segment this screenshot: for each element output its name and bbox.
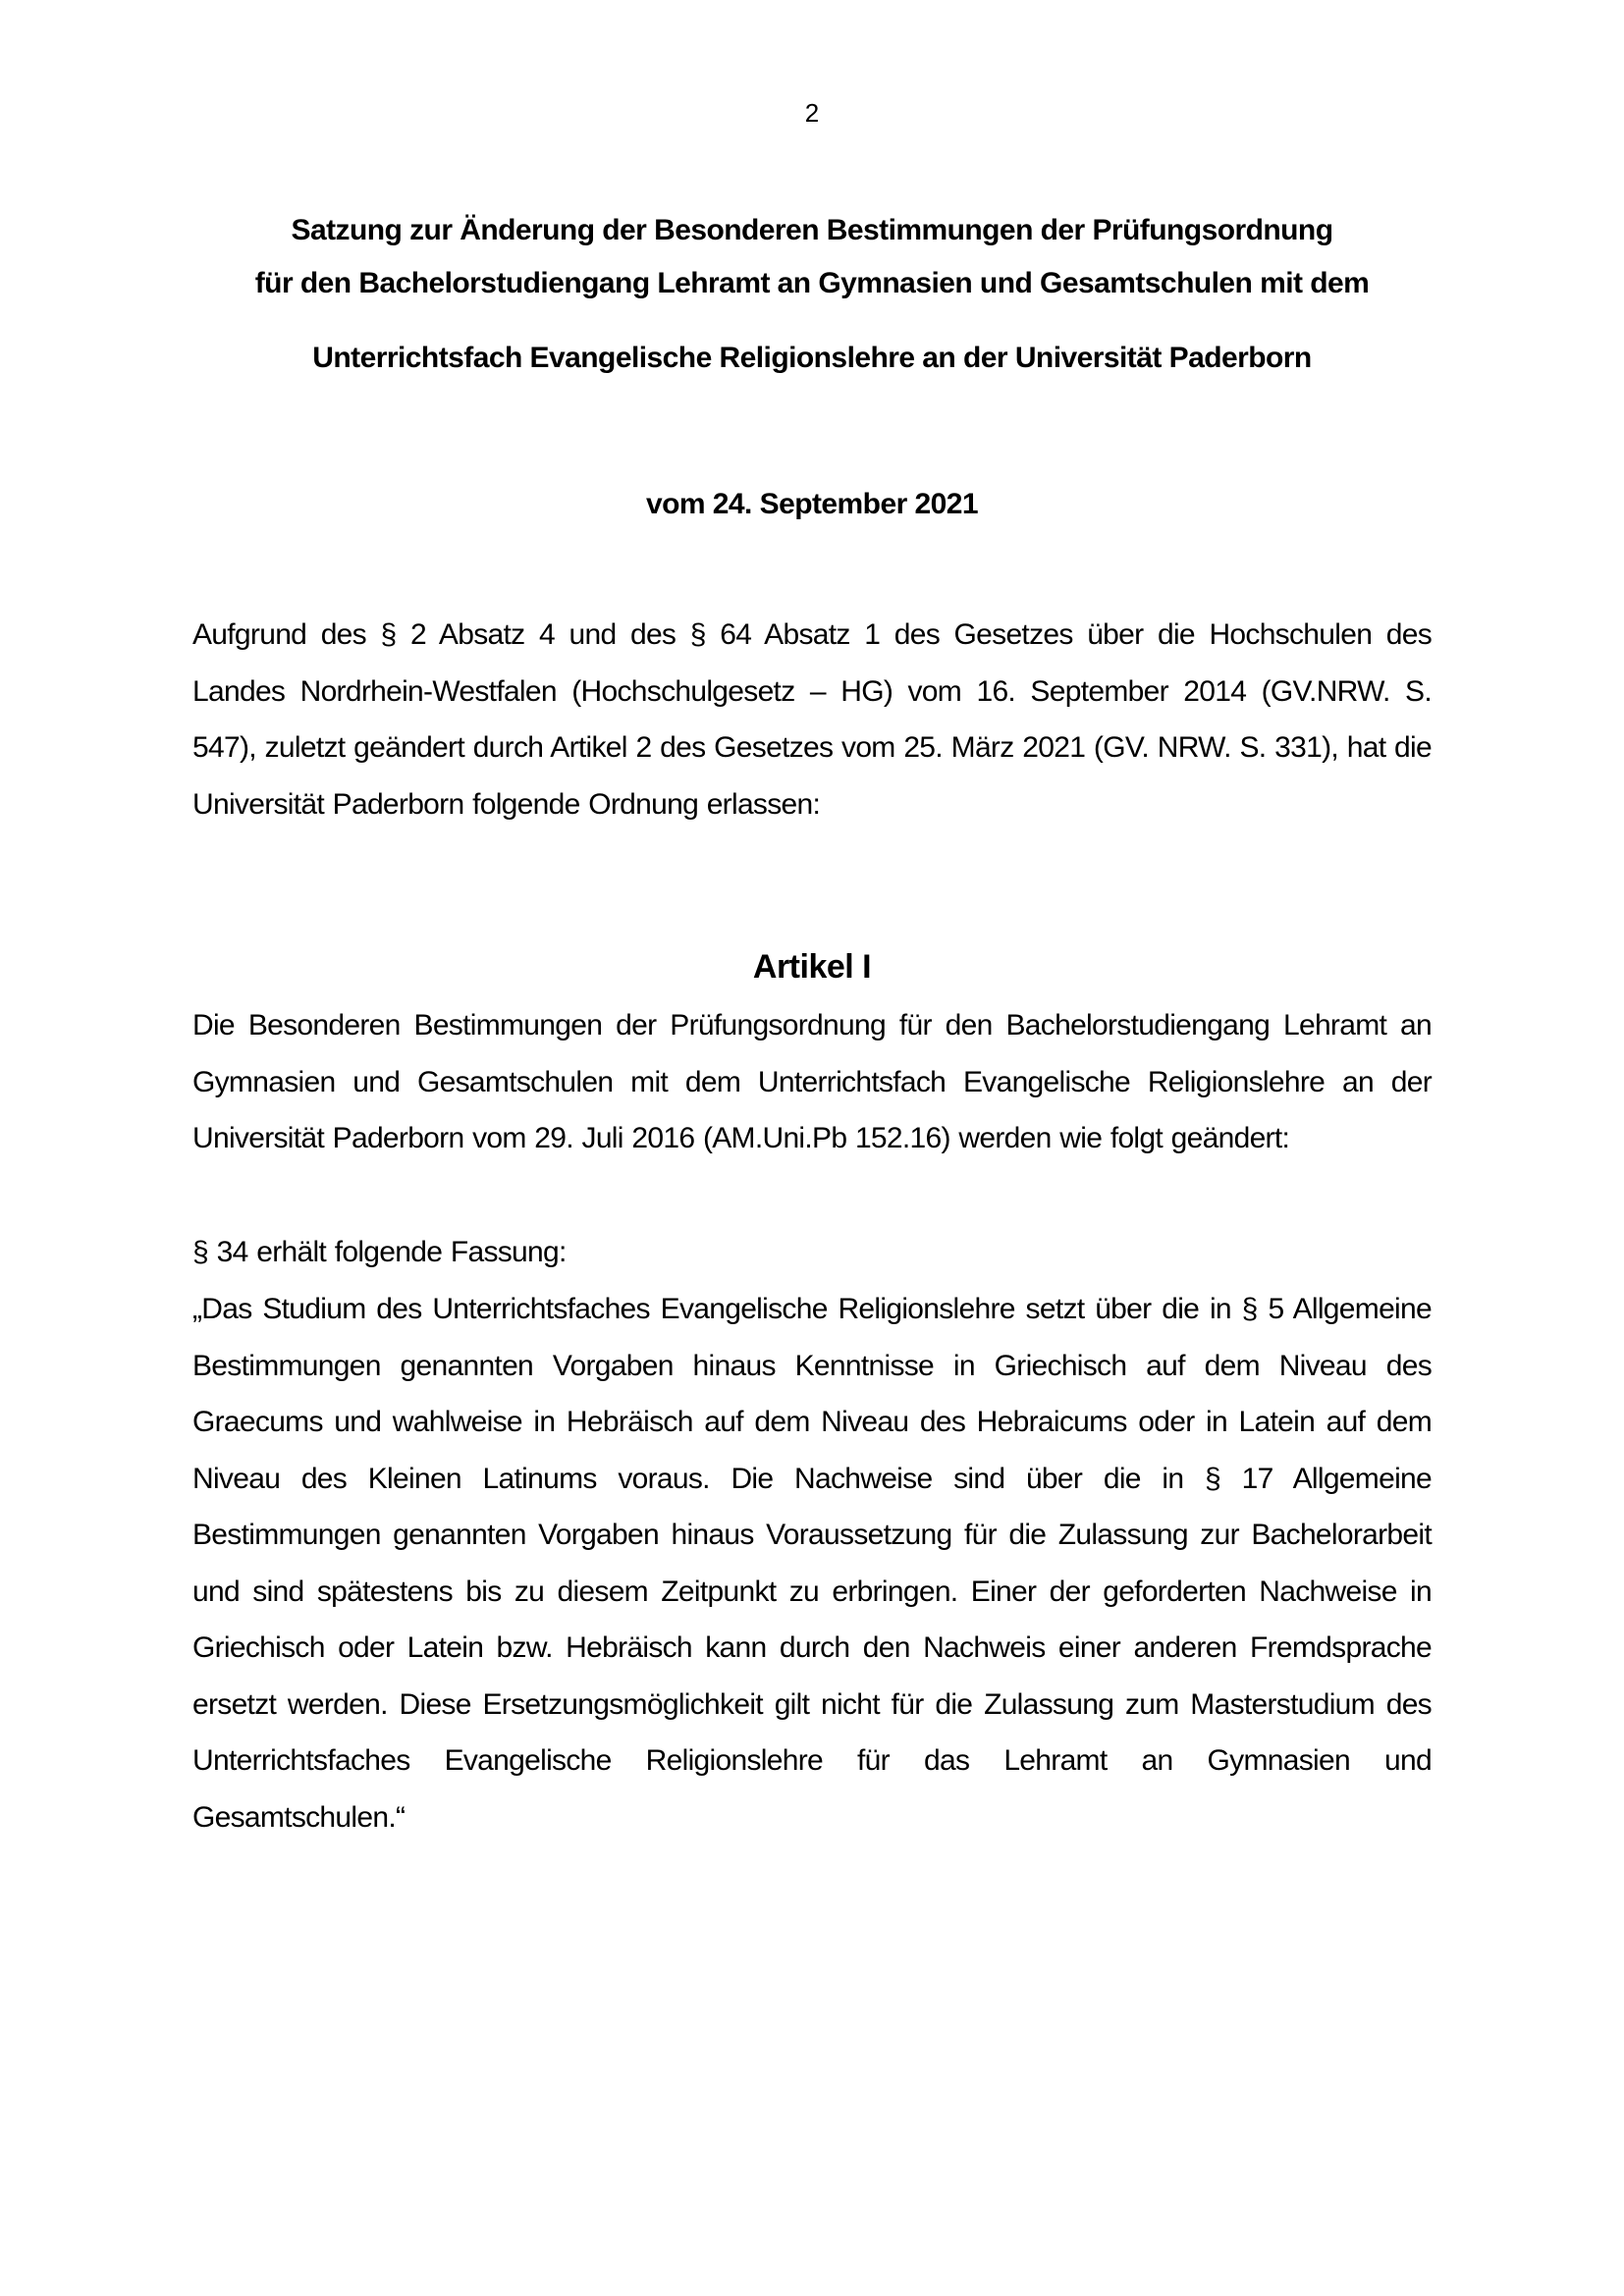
section-intro: § 34 erhält folgende Fassung: xyxy=(192,1236,567,1268)
document-title-line-2: für den Bachelorstudiengang Lehramt an Gymnasien und Gesamtschulen mit dem xyxy=(254,267,1370,299)
document-title-line-1: Satzung zur Änderung der Besonderen Bestimmungen der Prüfungsordnung xyxy=(291,214,1333,246)
document-date: vom 24. September 2021 xyxy=(645,488,979,520)
article-intro-paragraph: Die Besonderen Bestimmungen der Prüfungsordnung für den Bachelorstudiengang Lehramt an Gymnasien und Gesamtschulen mit dem Unterrichtsfach Evangelische Religionslehre an der Universität Paderborn vom 29. Juli 2016 (AM.Uni.Pb 152.16) werden wie folgt geändert: xyxy=(192,1009,1432,1154)
section-text-paragraph: „Das Studium des Unterrichtsfaches Evangelische Religionslehre setzt über die in § 5 Allgemeine Bestimmungen genannten Vorgaben hinaus Kenntnisse in Griechisch auf dem Niveau des Graecums und wahlweise in Hebräisch auf dem Niveau des Hebraicums oder in Latein auf dem Niveau des Kleinen Latinums voraus. Die Nachweise sind über die in § 17 Allgemeine Bestimmungen genannten Vorgaben hinaus Voraussetzung für die Zulassung zur Bachelorarbeit und sind spätestens bis zu diesem Zeitpunkt zu erbringen. Einer der geforderten Nachweise in Griechisch oder Latein bzw. Hebräisch kann durch den Nachweis einer anderen Fremdsprache ersetzt werden. Diese Ersetzungsmöglichkeit gilt nicht für die Zulassung zum Masterstudium des Unterrichtsfaches Evangelische Religionslehre für das Lehramt an Gymnasien und Gesamtschulen.“ xyxy=(192,1293,1432,1834)
document-title-line-3: Unterrichtsfach Evangelische Religionslehre an der Universität Paderborn xyxy=(312,342,1312,374)
preamble-paragraph: Aufgrund des § 2 Absatz 4 und des § 64 Absatz 1 des Gesetzes über die Hochschulen des Landes Nordrhein-Westfalen (Hochschulgesetz – HG) vom 16. September 2014 (GV.NRW. S. 547), zuletzt geändert durch Artikel 2 des Gesetzes vom 25. März 2021 (GV. NRW. S. 331), hat die Universität Paderborn folgende Ordnung erlassen: xyxy=(192,618,1432,821)
article-heading: Artikel I xyxy=(752,948,872,986)
page-number: 2 xyxy=(804,98,820,128)
